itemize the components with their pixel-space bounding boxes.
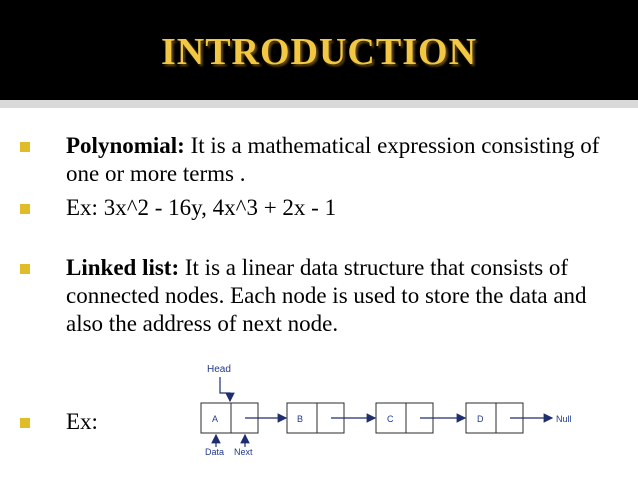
head-arrow — [220, 377, 230, 401]
bullet-marker — [20, 418, 30, 428]
node-data-d: D — [477, 414, 484, 424]
node-data-b: B — [297, 414, 304, 424]
bullet-term: Polynomial: — [66, 133, 185, 158]
node-data-c: C — [387, 414, 394, 424]
node-data-a: A — [212, 414, 219, 424]
bullet-term: Linked list: — [66, 255, 180, 280]
bullet-body: Ex: 3x^2 - 16y, 4x^3 + 2x - 1 — [66, 195, 337, 220]
slide-title: INTRODUCTION — [160, 31, 478, 73]
bullet-body: It is a mathematical expression consisting of one or more terms . — [66, 133, 600, 186]
bullet-marker — [20, 264, 30, 274]
bullet-marker — [20, 142, 30, 152]
null-label: Null — [556, 414, 572, 424]
linked-list-diagram — [190, 355, 590, 465]
bullet-text — [66, 132, 606, 188]
bullet-body: It is a linear data structure that consists of connected nodes. Each node is used to store the data and also the address of next node. — [66, 255, 587, 336]
head-label: Head — [207, 364, 231, 375]
bullet-body: Ex: — [66, 409, 98, 434]
bullet-text — [66, 254, 606, 338]
next-field-label: Next — [234, 447, 253, 457]
title-divider — [0, 100, 638, 108]
bullet-marker — [20, 204, 30, 214]
data-field-label: Data — [205, 447, 225, 457]
